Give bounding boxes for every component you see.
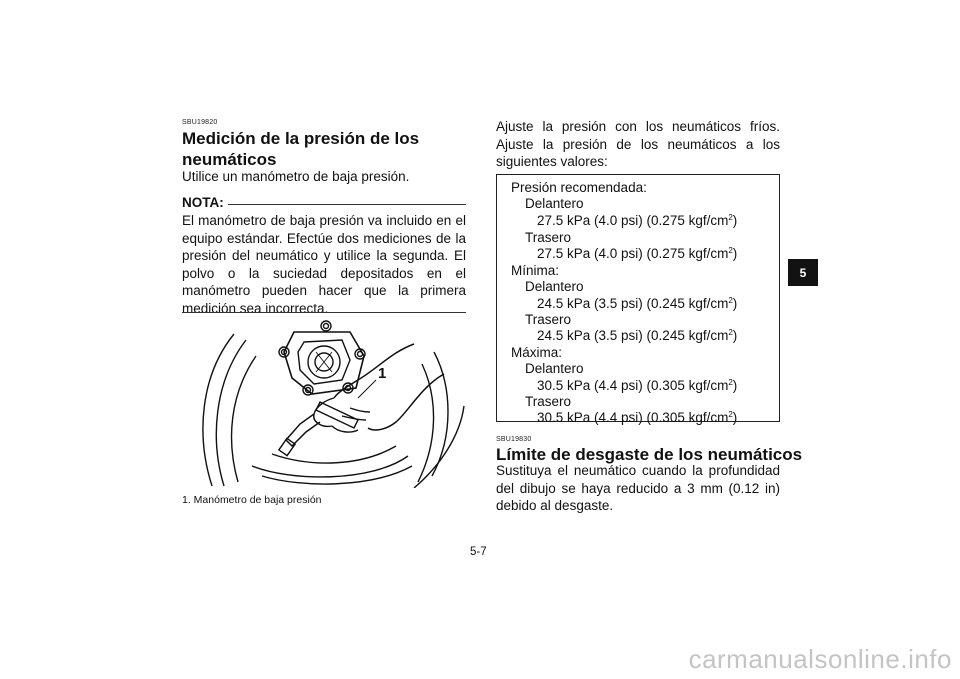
pressure-spec-box [496,174,780,425]
figure-caption: 1. Manómetro de baja presión [182,494,322,506]
section-heading-line2: neumáticos [182,150,277,169]
spec-min-label: Mínima: [511,263,560,278]
section-heading-line1: Medición de la presión de los [182,129,420,148]
spec-rec-front-value: 27.5 kPa (4.0 psi) (0.275 kgf/$cm^2$) [537,213,738,228]
chapter-tab: 5 [788,259,818,286]
wear-text: Sustituya el neumático cuando la profundidad del dibujo se haya reducido a 3 mm (0.12 in) debido al desgaste. [496,463,780,513]
spec-min-front-value: 24.5 kPa (3.5 psi) (0.245 kgf/$cm^2$) [537,296,738,311]
note-header [182,194,466,212]
intro-text: Utilice un manómetro de baja presión. [182,169,410,184]
wear-heading: Límite de desgaste de los neumáticos [496,445,803,464]
spec-max-label: Máxima: [511,345,563,360]
page-number: 5-7 [470,546,487,558]
spec-min-rear-value: 24.5 kPa (3.5 psi) (0.245 kgf/$cm^2$) [537,328,738,343]
spec-min-rear-label: Trasero [525,312,572,327]
spec-max-front-label: Delantero [525,361,584,376]
note-text: El manómetro de baja presión va incluido en el equipo estándar. Efectúe dos mediciones de la presión del neumático y utilice la segunda. El polvo o la suciedad depositados en el manómetro pueden hacer que la primera medición sea incorrecta. [182,213,466,316]
note-label: NOTA: [182,195,228,210]
spec-rec-rear-value: 27.5 kPa (4.0 psi) (0.275 kgf/$cm^2$) [537,246,738,261]
spec-rec-front-label: Delantero [525,196,584,211]
spec-min-front-label: Delantero [525,279,584,294]
section-code: SBU19820 [182,119,218,126]
spec-max-front-value: 30.5 kPa (4.4 psi) (0.305 kgf/$cm^2$) [537,378,738,393]
watermark-text: carmanualsonline.info [688,644,952,674]
section-code-2: SBU19830 [496,436,532,443]
spec-max-rear-value: 30.5 kPa (4.4 psi) (0.305 kgf/$cm^2$) [537,410,738,425]
right-intro-text: Ajuste la presión con los neumáticos fríos. Ajuste la presión de los neumáticos a los siguientes valores: [496,119,780,169]
tire-gauge-illustration [182,316,466,488]
spec-recommended-label: Presión recomendada: [511,180,647,195]
spec-rec-rear-label: Trasero [525,230,572,245]
spec-max-rear-label: Trasero [525,394,572,409]
note-rule-bottom [182,312,466,313]
figure-callout: 1 [378,365,387,382]
